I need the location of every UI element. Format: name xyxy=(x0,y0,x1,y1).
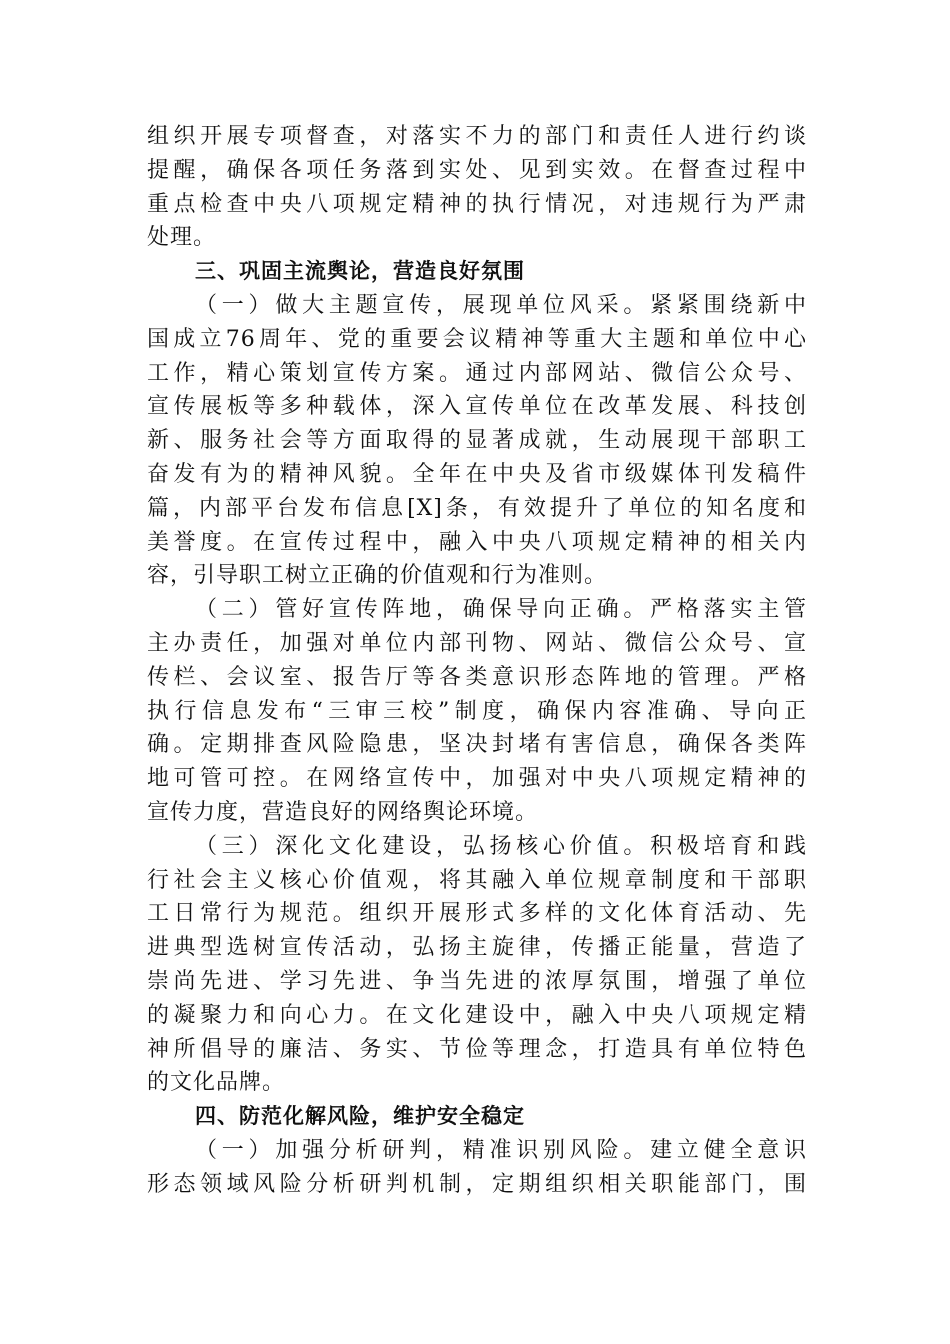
text-line: 传栏、会议室、报告厅等各类意识形态阵地的管理。严格 xyxy=(147,664,807,690)
section-heading xyxy=(147,1100,807,1134)
text-line: 新、服务社会等方面取得的显著成就，生动展现干部职工 xyxy=(147,428,807,454)
text-line: 篇，内部平台发布信息[X]条，有效提升了单位的知名度和 xyxy=(147,495,807,521)
text-line: （二）管好宣传阵地，确保导向正确。严格落实主管 xyxy=(195,597,807,623)
text-line: 确。定期排查风险隐患，坚决封堵有害信息，确保各类阵 xyxy=(147,732,807,758)
text-line: 行社会主义核心价值观，将其融入单位规章制度和干部职 xyxy=(147,867,807,893)
paragraph xyxy=(147,1134,807,1202)
paragraph xyxy=(147,120,807,255)
text-line: 提醒，确保各项任务落到实处、见到实效。在督查过程中 xyxy=(147,157,807,183)
section-heading xyxy=(147,255,807,289)
text-line: 崇尚先进、学习先进、争当先进的浓厚氛围，增强了单位 xyxy=(147,968,807,994)
text-line: 执行信息发布“三审三校”制度，确保内容准确、导向正 xyxy=(147,698,807,724)
text-line: 宣传力度，营造良好的网络舆论环境。 xyxy=(147,799,539,825)
text-line: 宣传展板等多种载体，深入宣传单位在改革发展、科技创 xyxy=(147,394,807,420)
text-line: 工作，精心策划宣传方案。通过内部网站、微信公众号、 xyxy=(147,360,807,386)
text-line: 地可管可控。在网络宣传中，加强对中央八项规定精神的 xyxy=(147,766,807,792)
text-line: 奋发有为的精神风貌。全年在中央及省市级媒体刊发稿件 xyxy=(147,461,807,487)
document-page xyxy=(147,120,807,1202)
text-line: 主办责任，加强对单位内部刊物、网站、微信公众号、宣 xyxy=(147,630,807,656)
paragraph xyxy=(147,289,807,593)
text-line: （一）加强分析研判，精准识别风险。建立健全意识 xyxy=(195,1137,807,1163)
text-line: 的凝聚力和向心力。在文化建设中，融入中央八项规定精 xyxy=(147,1002,807,1028)
heading-text: 三、巩固主流舆论，营造良好氛围 xyxy=(195,259,525,284)
text-line: 工日常行为规范。组织开展形式多样的文化体育活动、先 xyxy=(147,901,807,927)
text-line: 进典型选树宣传活动，弘扬主旋律，传播正能量，营造了 xyxy=(147,935,807,961)
text-line: 美誉度。在宣传过程中，融入中央八项规定精神的相关内 xyxy=(147,529,807,555)
heading-text: 四、防范化解风险，维护安全稳定 xyxy=(195,1104,525,1129)
text-line: 神所倡导的廉洁、务实、节俭等理念，打造具有单位特色 xyxy=(147,1036,807,1062)
text-line: 国成立76周年、党的重要会议精神等重大主题和单位中心 xyxy=(147,326,807,352)
text-line: 重点检查中央八项规定精神的执行情况，对违规行为严肃 xyxy=(147,191,807,217)
text-line: 容，引导职工树立正确的价值观和行为准则。 xyxy=(147,563,608,589)
text-line: （三）深化文化建设，弘扬核心价值。积极培育和践 xyxy=(195,833,807,859)
paragraph xyxy=(147,593,807,830)
text-line: （一）做大主题宣传，展现单位风采。紧紧围绕新中 xyxy=(195,292,807,318)
text-line: 处理。 xyxy=(147,225,217,251)
text-line: 形态领域风险分析研判机制，定期组织相关职能部门，围 xyxy=(147,1171,807,1197)
text-line: 组织开展专项督查，对落实不力的部门和责任人进行约谈 xyxy=(147,124,807,149)
paragraph xyxy=(147,830,807,1100)
text-line: 的文化品牌。 xyxy=(147,1070,286,1096)
